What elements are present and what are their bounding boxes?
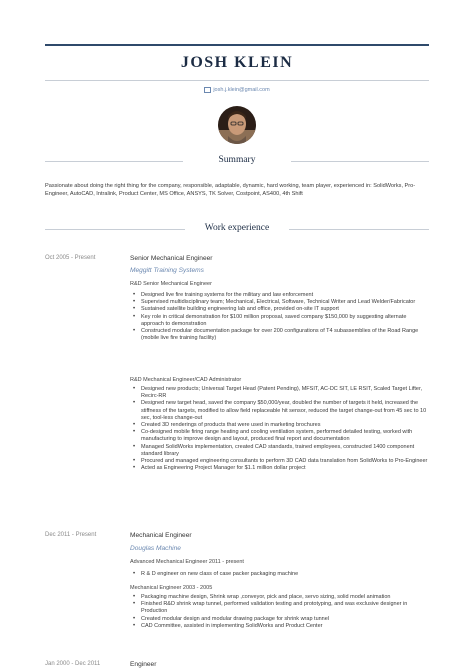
job-subtitle: Advanced Mechanical Engineer 2011 - present [130, 559, 244, 565]
job-company: Meggitt Training Systems [130, 267, 204, 274]
list-item: • Key role in critical demonstration for $100 million proposal, saved company $150,000 by suggesting alternate approach to demonstration [130, 314, 430, 328]
job-date: Oct 2005 - Present [45, 255, 96, 261]
list-item: • Packaging machine design, Shrink wrap ,conveyor, pick and place, servo sizing, solid model animation [130, 594, 430, 601]
job-title: Engineer [130, 661, 157, 668]
job-bullet-list [130, 292, 430, 342]
job-title: Senior Mechanical Engineer [130, 255, 213, 262]
job-date: Dec 2011 - Present [45, 532, 97, 538]
email-line[interactable] [0, 87, 474, 93]
list-item: • Co-designed mobile firing range heating and cooling ventilation system, performed detailed testing, worked with manufacturing to improve design and layout, produced final report and documentation [130, 429, 430, 443]
list-item: • Created modular design and modular drawing package for shrink wrap tunnel [130, 616, 430, 623]
list-item: • Designed new products; Universal Target Head (Patent Pending), MFSIT, AC-DC SIT, LE RSIT, Scaled Target Lifter, Recirc-RR [130, 386, 430, 400]
experience-heading: Work experience [204, 223, 270, 233]
candidate-name: JOSH KLEIN [180, 54, 294, 71]
job-bullet-list [130, 386, 430, 472]
summary-heading-row [45, 155, 429, 167]
job-subtitle: R&D Senior Mechanical Engineer [130, 281, 212, 287]
header-bottom-rule [45, 80, 429, 81]
list-item: • Managed SolidWorks implementation, created CAD standards, trained employees, constructed 1400 component standard library [130, 444, 430, 458]
list-item: • Acted as Engineering Project Manager for $1.1 million dollar project [130, 465, 430, 472]
list-item: • Created 3D renderings of products that were used in marketing brochures [130, 422, 430, 429]
avatar-photo [218, 106, 256, 144]
summary-text: Passionate about doing the right thing for the company, responsible, adaptable, dynamic, hard working, team player, experienced in: SolidWorks, Pro-Engineer, AutoCAD, Intralink, Product Center, MS Office, ANSYS, TK Solver, Costpoint, AS400, 4th Shift [45, 183, 416, 197]
email-address[interactable]: josh.j.klein@gmail.com [213, 87, 270, 94]
job-company: Douglas Machine [130, 545, 181, 552]
list-item: • Designed live fire training systems for the military and law enforcement [130, 292, 430, 299]
avatar [218, 106, 256, 144]
experience-rule-right [289, 229, 429, 230]
list-item: • Procured and managed engineering consultants to perform 3D CAD data translation from SolidWorks to Pro-Engineer [130, 458, 430, 465]
list-item: • R & D engineer on new class of case packer packaging machine [130, 571, 430, 578]
summary-heading: Summary [218, 155, 256, 165]
list-item: • Sustained satellite building engineering lab and office, provided on-site IT support [130, 306, 430, 313]
list-item: • Finished R&D shrink wrap tunnel, performed validation testing and prototyping, and was exclusive designer in Production [130, 601, 430, 615]
job-subtitle: Mechanical Engineer 2003 - 2005 [130, 585, 213, 591]
job-title: Mechanical Engineer [130, 532, 192, 539]
list-item: • Designed new target head, saved the company $50,000/year, doubled the number of targets it held, increased the stiffness of the targets, modified to allow field replaceable hit sensor, reduced the target change-out from 45 sec to 10 sec, tool-less change-out [130, 400, 430, 422]
job-bullet-list [130, 571, 430, 578]
experience-heading-row [45, 223, 429, 235]
list-item: • Constructed modular documentation package for over 200 configurations of T4 subassemblies of the Road Range (mobile live fire training facility) [130, 328, 430, 342]
header-top-rule [45, 44, 429, 46]
list-item: • CAD Committee, assisted in implementing SolidWorks and Product Center [130, 623, 430, 630]
job-bullet-list [130, 594, 430, 630]
job-date: Jan 2000 - Dec 2011 [45, 661, 101, 667]
summary-rule-right [291, 161, 429, 162]
job-subtitle: R&D Mechanical Engineer/CAD Administrator [130, 377, 242, 383]
envelope-icon [204, 87, 211, 93]
list-item: • Supervised multidisciplinary team; Mechanical, Electrical, Software, Technical Writer and Lead Welder/Fabricator [130, 299, 430, 306]
